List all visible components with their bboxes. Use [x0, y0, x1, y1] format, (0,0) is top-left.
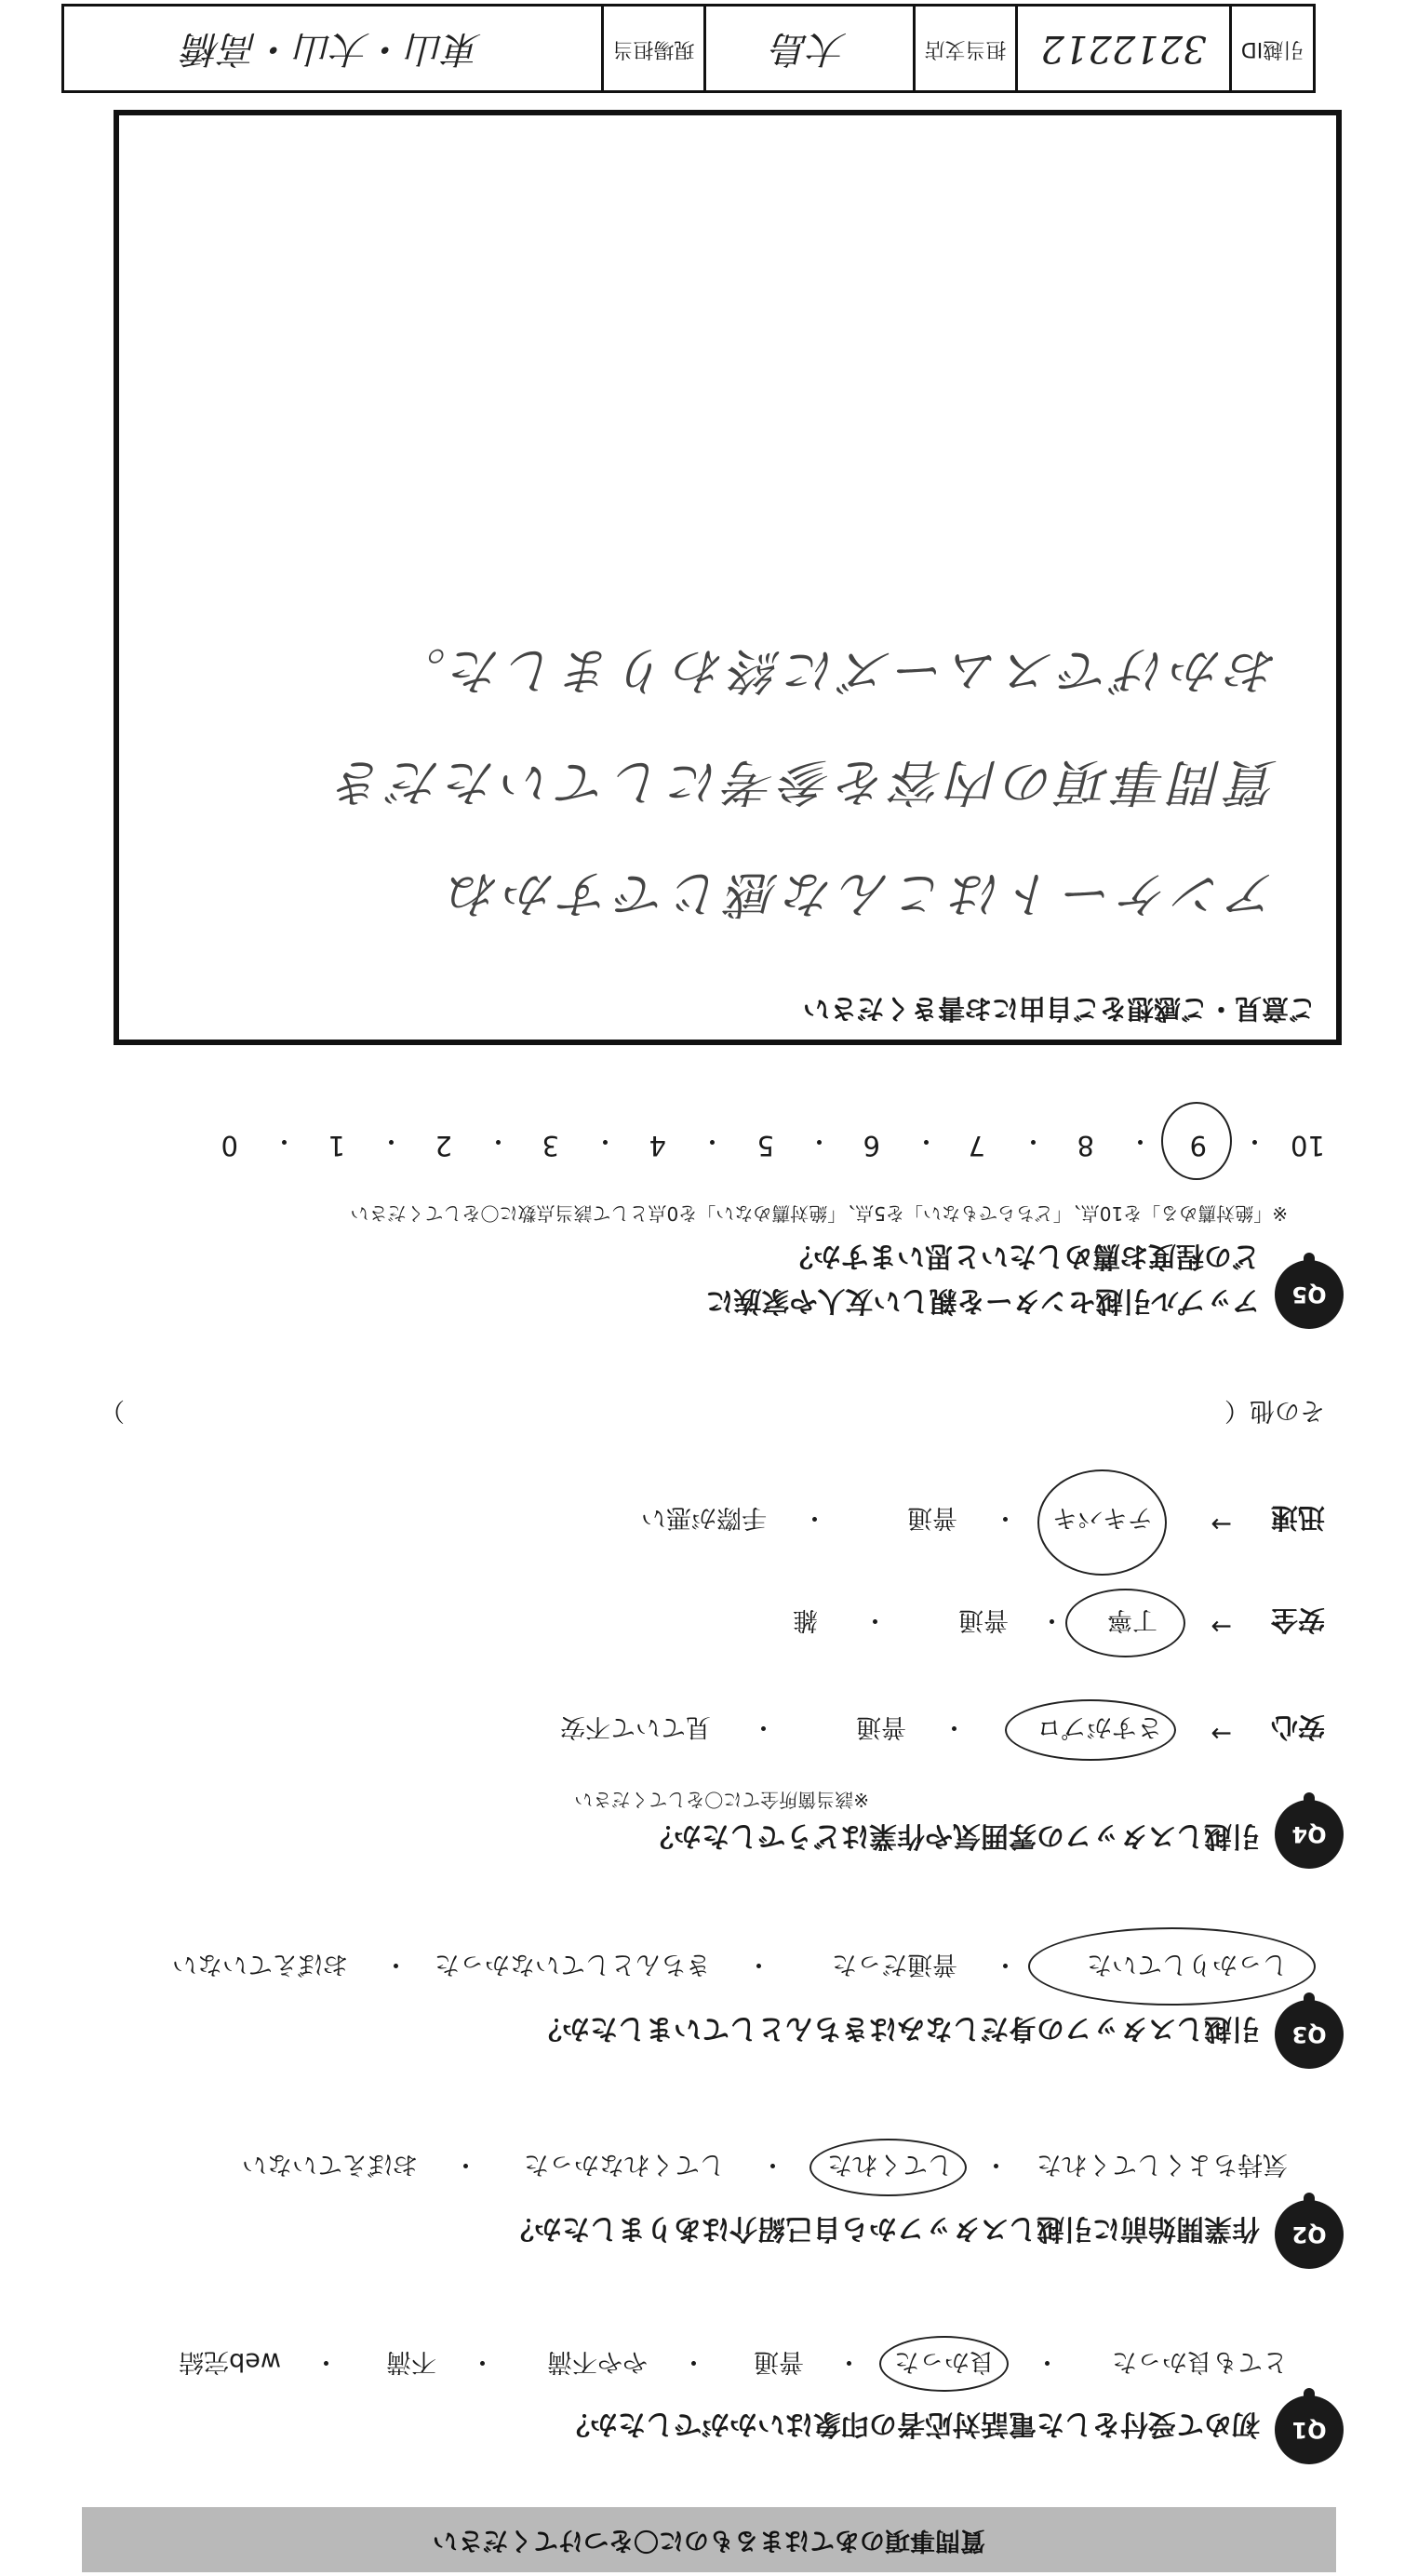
- leader-value: 東山・大山・高橋: [183, 27, 482, 70]
- score-2[interactable]: 2: [435, 1130, 452, 1161]
- q1-badge: Q1: [1275, 2395, 1344, 2464]
- q4-jinsoku-circle: [1037, 1469, 1167, 1576]
- instruction-banner: [82, 2507, 1336, 2572]
- q1-option-5[interactable]: 不満: [386, 2347, 436, 2376]
- q4-other-label: その他（: [1224, 1396, 1325, 1425]
- move-id-value: 3212212: [1015, 7, 1229, 90]
- q4-anshin-circle: [1005, 1699, 1176, 1761]
- score-9[interactable]: 9: [1189, 1130, 1207, 1161]
- q4-jinsoku-opt-1[interactable]: テキパキ: [1052, 1503, 1153, 1532]
- q1-option-1[interactable]: とても良かった: [1112, 2347, 1288, 2376]
- q1-option-3[interactable]: 普通: [754, 2347, 804, 2376]
- q4-anshin-opt-2[interactable]: 普通: [856, 1712, 906, 1741]
- q5-title-line1: アップル引越センターを親しい友人や家族に: [705, 1284, 1260, 1317]
- q2-option-3[interactable]: してくれなかった: [524, 2150, 725, 2179]
- q2-option-1[interactable]: 気持ちよくしてくれた: [1037, 2150, 1288, 2179]
- score-0[interactable]: 0: [221, 1130, 238, 1161]
- q4-row-label: 安全: [1270, 1604, 1325, 1636]
- branch-value: 大島: [703, 7, 913, 90]
- q5-badge: Q5: [1275, 1260, 1344, 1329]
- comment-box-title: ご意見・ご感想をご自由にお書きください: [802, 993, 1316, 1025]
- header-table: [61, 4, 1316, 93]
- q4-anshin-opt-3[interactable]: 見ていて不安: [560, 1712, 711, 1741]
- q2-options: 気持ちよくしてくれた ・ してくれた ・ してくれなかった ・ おぼえていない: [78, 2139, 1288, 2185]
- score-7[interactable]: 7: [968, 1130, 985, 1161]
- move-id-label: 引越ID: [1229, 7, 1313, 90]
- q1-option-2[interactable]: 良かった: [894, 2347, 995, 2376]
- arrow-icon: →: [1211, 1719, 1232, 1748]
- q4-row-label: 迅速: [1270, 1502, 1325, 1534]
- q1-options: とても良かった ・ 良かった ・ 普通 ・ やや不満 ・ 不満 ・ web完結: [78, 2336, 1288, 2382]
- q3-options: しっかりしていた ・ 普通だった ・ きちんとしていなかった ・ おぼえていない: [78, 1939, 1288, 1985]
- q4-anzen-opt-3[interactable]: 雑: [793, 1605, 818, 1634]
- q5-scale: 10 ・ 9 ・ 8 ・ 7 ・ 6 ・ 5 ・ 4 ・ 3 ・ 2 ・ 1 ・ 0: [97, 1106, 1325, 1161]
- score-8[interactable]: 8: [1077, 1130, 1094, 1161]
- q1-selected-circle: [879, 2336, 1009, 2392]
- q3-selected-circle: [1028, 1927, 1316, 2006]
- q2-title: 作業開始前に引越しスタッフから自己紹介はありましたか？: [506, 2212, 1260, 2245]
- score-5[interactable]: 5: [756, 1130, 774, 1161]
- q4-jinsoku-opt-2[interactable]: 普通: [907, 1503, 957, 1532]
- q4-anshin-opt-1[interactable]: さすがプロ: [1037, 1712, 1162, 1741]
- q3-title: 引越しスタッフの身だしなみはきちんとしていましたか？: [534, 2012, 1260, 2045]
- q4-anzen-opt-1[interactable]: 丁寧: [1107, 1605, 1157, 1634]
- q4-anzen-opt-2[interactable]: 普通: [958, 1605, 1009, 1634]
- q4-row-label: 安心: [1270, 1711, 1325, 1743]
- arrow-icon: →: [1211, 1509, 1232, 1538]
- q4-jinsoku-opt-3[interactable]: 手際が悪い: [641, 1503, 767, 1532]
- q2-option-2[interactable]: してくれた: [827, 2150, 953, 2179]
- q2-selected-circle: [809, 2139, 967, 2196]
- q4-row-anshin: 安心 → さすがプロ ・ 普通 ・ 見ていて不安: [115, 1701, 1325, 1748]
- arrow-icon: →: [1211, 1612, 1232, 1641]
- score-6[interactable]: 6: [863, 1130, 880, 1161]
- q1-option-4[interactable]: やや不満: [547, 2347, 648, 2376]
- q3-option-1[interactable]: しっかりしていた: [1087, 1950, 1288, 1979]
- q3-option-2[interactable]: 普通だった: [832, 1950, 957, 1979]
- comment-line-3: おかげでスムーズに終わりました。: [390, 641, 1278, 700]
- comment-line-2: 質問事項の内容を参考にしていただき: [329, 753, 1278, 812]
- score-9-circle: [1161, 1102, 1232, 1180]
- q1-title: 初めて受付をした電話対応者の印象はいかがでしたか？: [562, 2408, 1260, 2440]
- q1-option-6[interactable]: web完結: [179, 2347, 281, 2376]
- q4-row-anzen: 安全 → 丁寧 ・ 普通 ・ 雑: [115, 1594, 1325, 1641]
- q3-badge: Q3: [1275, 2000, 1344, 2069]
- q4-title: 引越しスタッフの雰囲気や作業はどうでしたか？: [646, 1819, 1260, 1852]
- comment-line-1: アンケートはこんな感じですかね: [444, 865, 1278, 923]
- score-4[interactable]: 4: [649, 1130, 666, 1161]
- score-3[interactable]: 3: [542, 1130, 559, 1161]
- q2-option-4[interactable]: おぼえていない: [242, 2150, 418, 2179]
- q5-note: ※「絶対薦める」を10点、「どちらでもない」を5点、「絶対薦めない」を0点として該当点数に〇をしてください: [350, 1202, 1288, 1225]
- q4-badge: Q4: [1275, 1800, 1344, 1869]
- q5-title-line2: どの程度お薦めしたいと思いますか？: [785, 1240, 1260, 1272]
- score-1[interactable]: 1: [328, 1130, 345, 1161]
- leader-label: 現場担当: [601, 7, 703, 90]
- q3-option-4[interactable]: おぼえていない: [172, 1950, 348, 1979]
- q4-other-close: ）: [100, 1396, 125, 1425]
- q4-note: ※該当箇所全てに〇をしてください: [574, 1789, 869, 1811]
- score-10[interactable]: 10: [1291, 1130, 1325, 1161]
- q4-other: [100, 1385, 1325, 1431]
- q3-option-3[interactable]: きちんとしていなかった: [435, 1950, 711, 1979]
- q4-anzen-circle: [1065, 1589, 1185, 1657]
- branch-label: 担当支店: [913, 7, 1015, 90]
- instruction-text: 質問事項のあてはまるものに〇をつけてください: [433, 2526, 985, 2555]
- q4-row-jinsoku: 迅速 → テキパキ ・ 普通 ・ 手際が悪い: [115, 1492, 1325, 1538]
- q2-badge: Q2: [1275, 2200, 1344, 2269]
